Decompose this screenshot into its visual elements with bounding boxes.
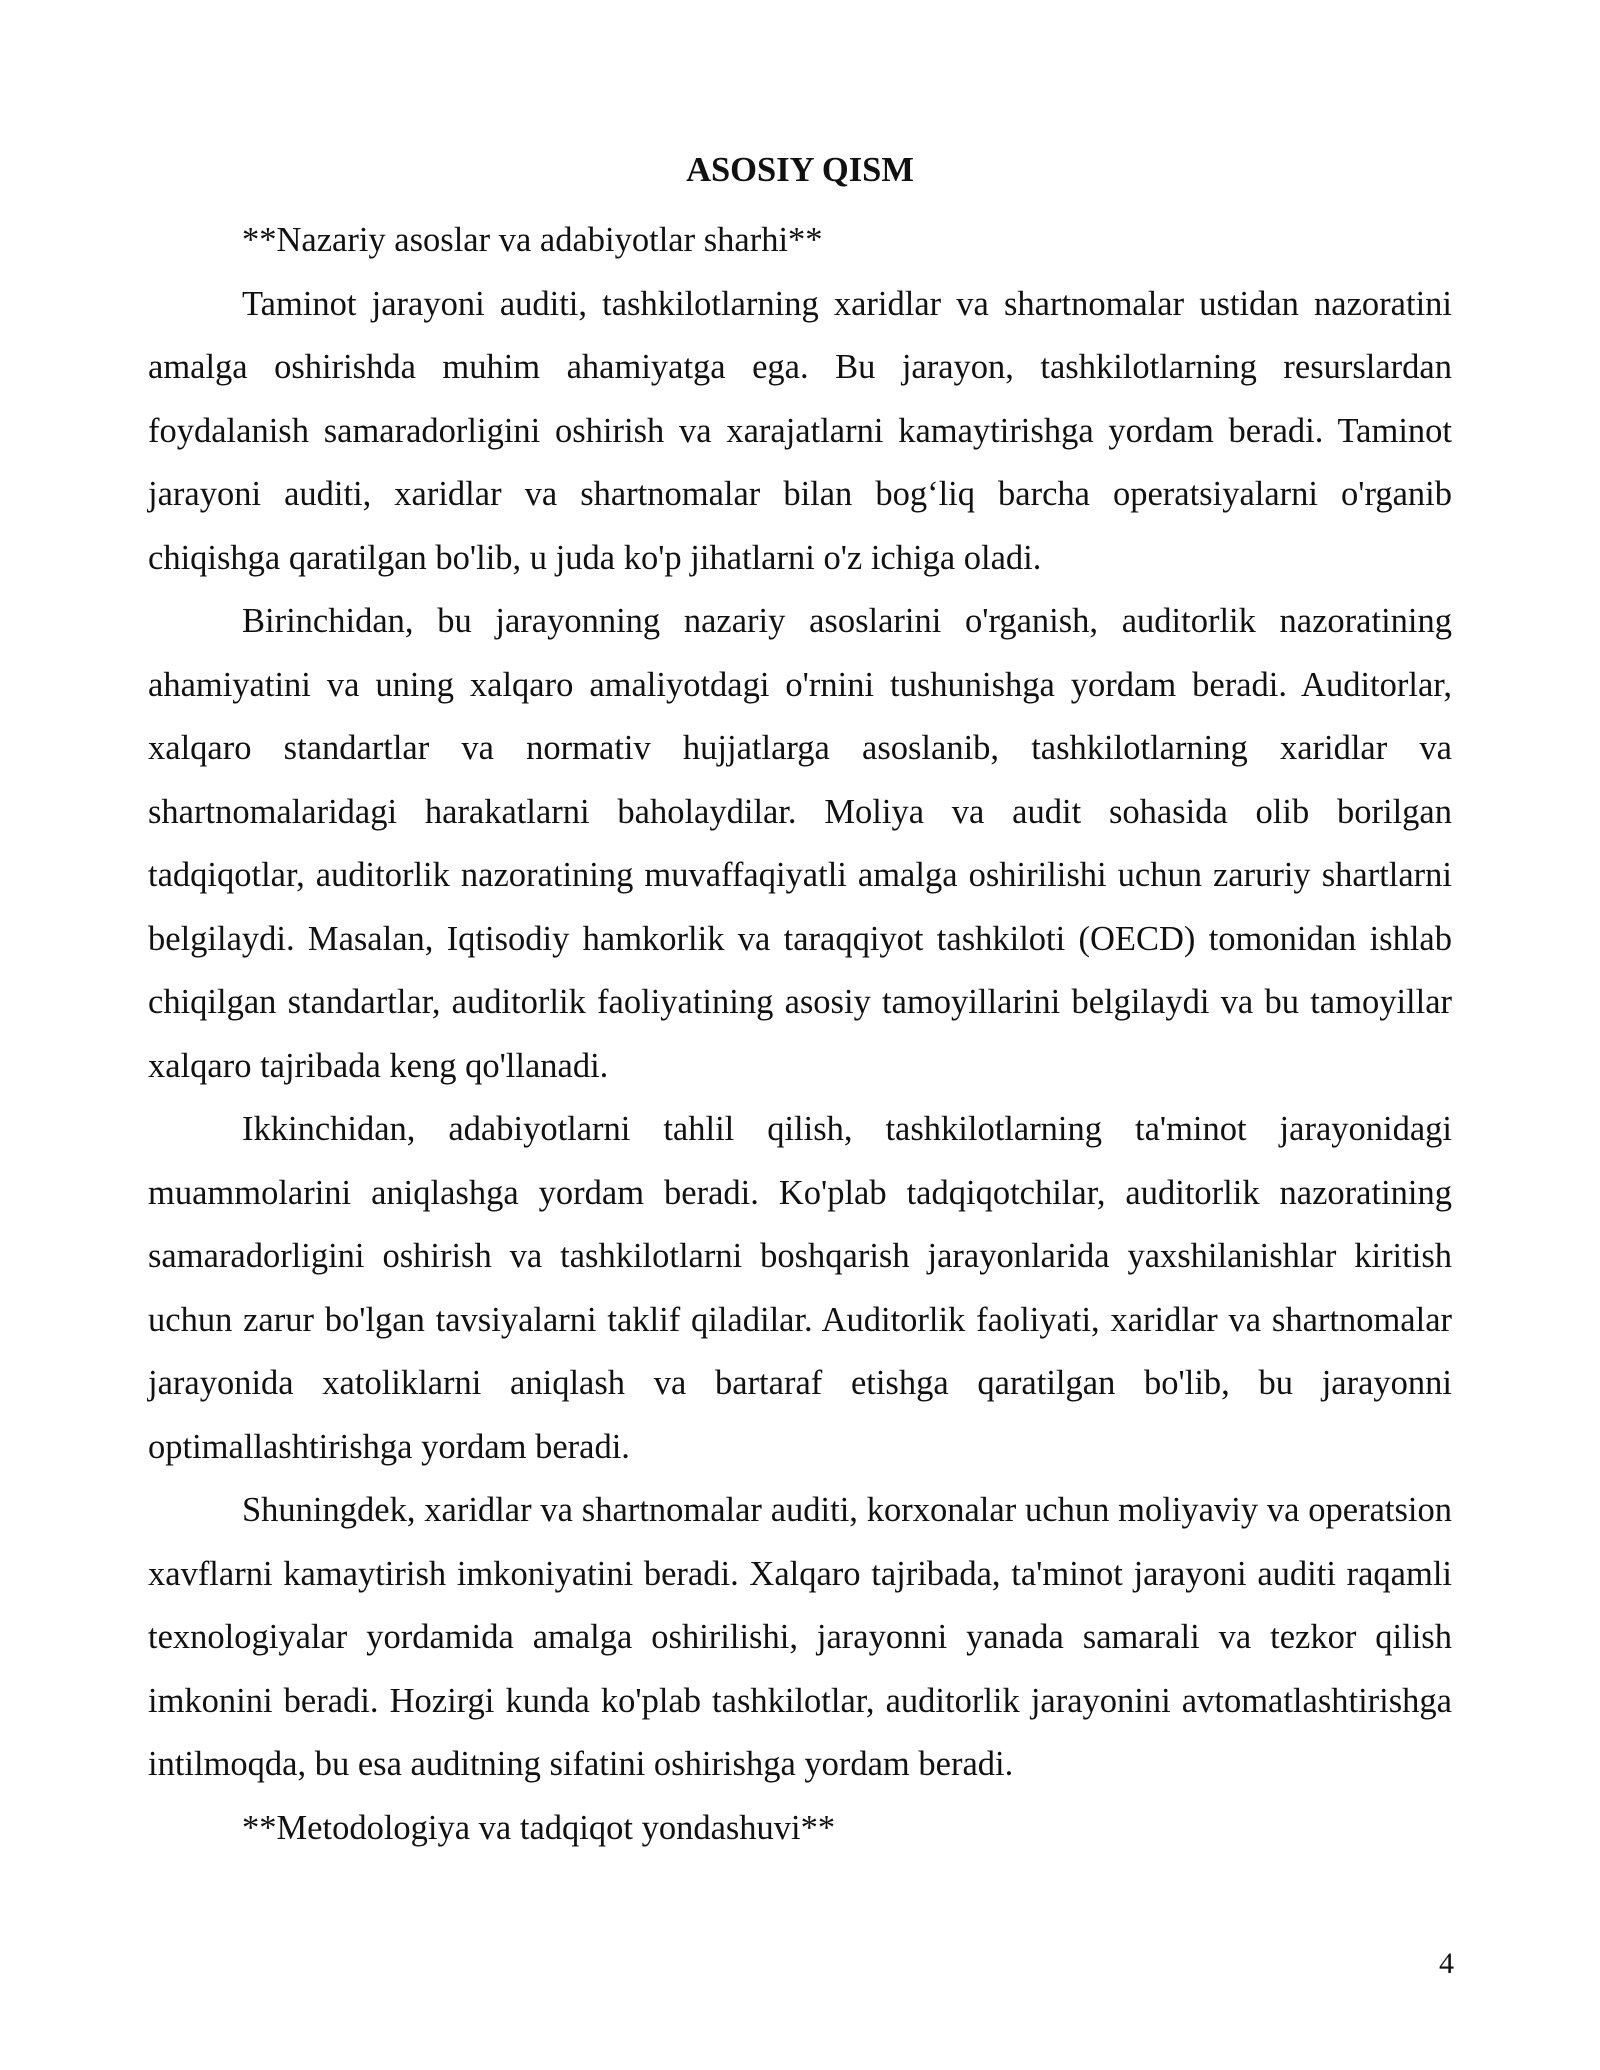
document-title: ASOSIY QISM (686, 151, 914, 189)
paragraph-1: Taminot jarayoni auditi, tashkilotlarning xaridlar va shartnomalar ustidan nazoratini amalga oshirishda muhim ahamiyatga ega. Bu jarayon, tashkilotlarning resurslardan foydalanish samaradorligini oshirish va xarajatlarni kamaytirishga yordam beradi. Taminot jarayoni auditi, xaridlar va shartnomalar bilan bog‘liq barcha operatsiyalarni o'rganib chiqishga qaratilgan bo'lib, u juda ko'p jihatlarni o'z ichiga oladi. (148, 284, 1452, 577)
paragraph-4: Shuningdek, xaridlar va shartnomalar auditi, korxonalar uchun moliyaviy va operatsion xavflarni kamaytirish imkoniyatini beradi. Xalqaro tajribada, ta'minot jarayoni auditi raqamli texnologiyalar yordamida amalga oshirilishi, jarayonni yanada samarali va tezkor qilish imkonini beradi. Hozirgi kunda ko'plab tashkilotlar, auditorlik jarayonini avtomatlashtirishga intilmoqda, bu esa auditning sifatini oshirishga yordam beradi. (148, 1491, 1452, 1783)
paragraph-2: Birinchidan, bu jarayonning nazariy asoslarini o'rganish, auditorlik nazoratining ahamiyatini va uning xalqaro amaliyotdagi o'rnini tushunishga yordam beradi. Auditorlar, xalqaro standartlar va normativ hujjatlarga asoslanib, tashkilotlarning xaridlar va shartnomalaridagi harakatlarni baholaydilar. Moliya va audit sohasida olib borilgan tadqiqotlar, auditorlik nazoratining muvaffaqiyatli amalga oshirilishi uchun zaruriy shartlarni belgilaydi. Masalan, Iqtisodiy hamkorlik va taraqqiyot tashkiloti (OECD) tomonidan ishlab chiqilgan standartlar, auditorlik faoliyatining asosiy tamoyillarini belgilaydi va bu tamoyillar xalqaro tajribada keng qo'llanadi. (148, 602, 1452, 1085)
page-number: 4 (1439, 1947, 1454, 1980)
paragraph-3: Ikkinchidan, adabiyotlarni tahlil qilish, tashkilotlarning ta'minot jarayonidagi muammolarini aniqlashga yordam beradi. Ko'plab tadqiqotchilar, auditorlik nazoratining samaradorligini oshirish va tashkilotlarni boshqarish jarayonlarida yaxshilanishlar kiritish uchun zarur bo'lgan tavsiyalarni taklif qiladilar. Auditorlik faoliyati, xaridlar va shartnomalar jarayonida xatoliklarni aniqlash va bartaraf etishga qaratilgan bo'lib, bu jarayonni optimallashtirishga yordam beradi. (148, 1110, 1452, 1466)
section-heading-theory: **Nazariy asoslar va adabiyotlar sharhi** (242, 221, 823, 259)
section-heading-methodology: **Metodologiya va tadqiqot yondashuvi** (242, 1808, 836, 1847)
page-content (148, 146, 1452, 1860)
